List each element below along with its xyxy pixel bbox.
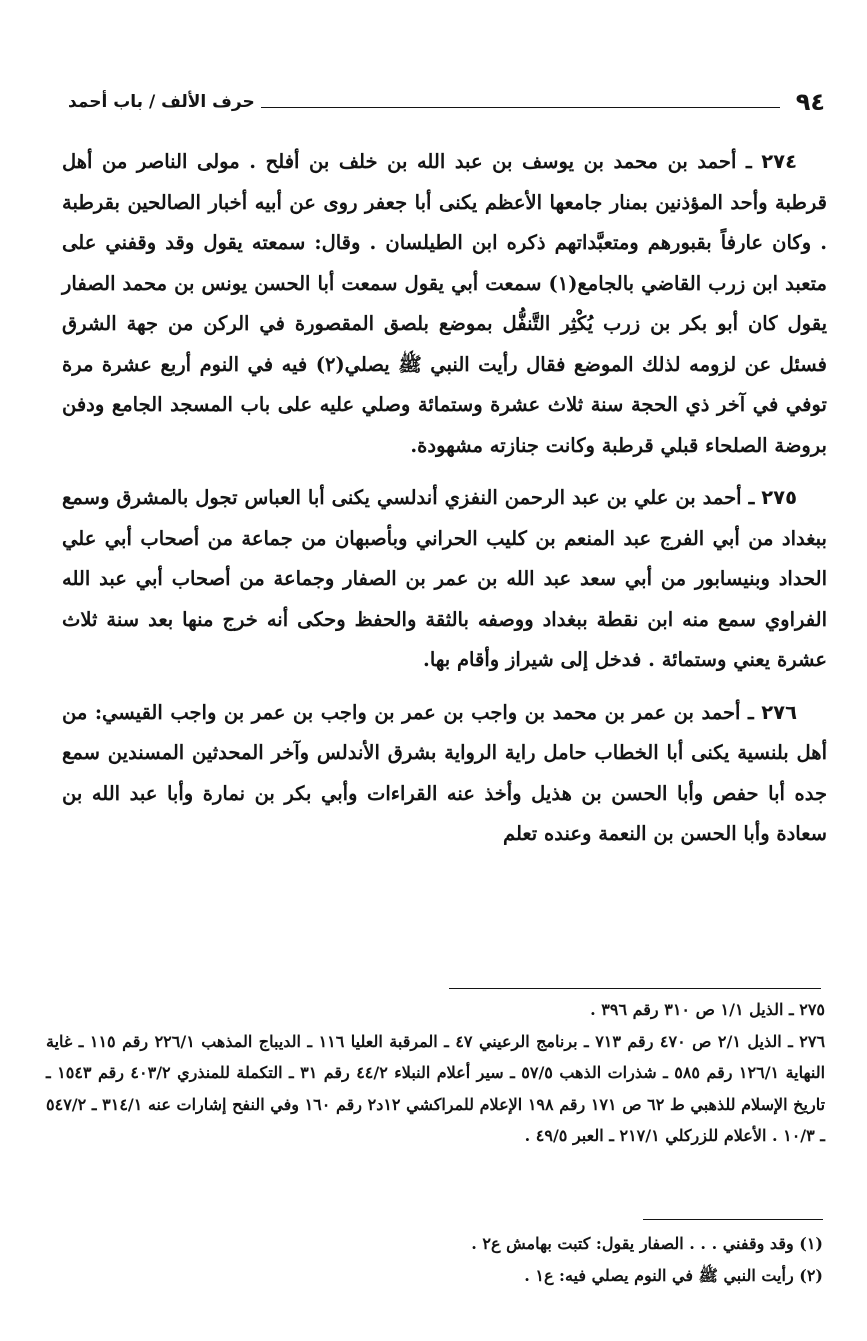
sources-section: [46, 994, 825, 1152]
footnotes-section: [46, 1228, 823, 1292]
sources-divider: [449, 988, 821, 989]
running-head: حرف الألف / باب أحمد: [68, 92, 255, 112]
entry-number: ٢٧٥: [761, 486, 797, 509]
entry-text: ـ أحمد بن عمر بن محمد بن واجب بن عمر بن واجب بن عمر بن واجب القيسي: من أهل بلنسية يكنى أبا الخطاب حامل راية الرواية بشرق الأندلس وآخر المحدثين المسندين سمع جده أبا حفص وأبا الحسن بن هذيل وأخذ عنه القراءات وأبي بكر بن نمارة وأبا عبد الله بن سعادة وأبا الحسن بن النعمة وعنده تعلم: [62, 700, 828, 845]
entry-text: ـ أحمد بن محمد بن يوسف بن عبد الله بن خلف بن أفلح . مولى الناصر من أهل قرطبة وأحد المؤذنين بمنار جامعها الأعظم يكنى أبا جعفر روى عن أبيه أخبار الصالحين بقرطبة . وكان عارفاً بقبورهم ومتعبَّداتهم ذكره ابن الطيلسان . وقال: سمعته يقول وقد وقفني على متعبد ابن زرب القاضي بالجامع(١) سمعت أبي يقول سمعت أبا الحسن يونس بن محمد الصفار يقول كان أبو بكر بن زرب يُكْثِر التَّنفُّل بموضع بلصق المقصورة في الركن من جهة الشرق فسئل عن لزومه لذلك الموضع فقال رأيت النبي ﷺ يصلي(٢) فيه في النوم أربع عشرة مرة توفي في آخر ذي الحجة سنة ثلاث عشرة وستمائة وصلي عليه على باب المسجد الجامع ودفن بروضة الصلحاء قبلي قرطبة وكانت جنازته مشهودة.: [62, 150, 827, 457]
source-reference: ٢٧٦ ـ الذيل ٢/١ ص ٤٧٠ رقم ٧١٣ ـ برنامج الرعيني ٤٧ ـ المرقبة العليا ١١٦ ـ الديباج المذهب ٢٢٦/١ رقم ١١٥ ـ غاية النهاية ١٢٦/١ رقم ٥٨٥ ـ شذرات الذهب ٥٧/٥ ـ سير أعلام النبلاء ٤٤/٢ رقم ٣١ ـ التكملة للمنذري ٤٠٣/٢ رقم ١٥٤٣ ـ تاريخ الإسلام للذهبي ط ٦٢ ص ١٧١ رقم ١٩٨ الإعلام للمراكشي ١٢د٢ رقم ١٦٠ وفي النفح إشارات عنه ٣١٤/١ ـ ٥٤٧/٢ ـ ١٠/٣ . الأعلام للزركلي ٢١٧/١ ـ العبر ٤٩/٥ .: [46, 1031, 826, 1145]
footnote: (٢) رأيت النبي ﷺ في النوم يصلي فيه: ع١ .: [524, 1266, 823, 1285]
entry-number: ٢٧٤: [761, 150, 797, 173]
header-rule: [261, 107, 780, 108]
entry-number: ٢٧٦: [761, 700, 797, 724]
footnotes-divider: [643, 1219, 823, 1220]
biography-entry: [62, 478, 827, 681]
biography-entry: [62, 142, 827, 466]
main-text: [62, 142, 827, 867]
page-header: [68, 82, 825, 122]
footnote: (١) وقد وقفني . . . الصفار يقول: كتبت بهامش ع٢ .: [471, 1234, 823, 1253]
source-reference: ٢٧٥ ـ الذيل ١/١ ص ٣١٠ رقم ٣٩٦ .: [590, 1000, 825, 1019]
page-number: ٩٤: [795, 88, 825, 116]
biography-entry: [62, 693, 827, 855]
entry-text: ـ أحمد بن علي بن عبد الرحمن النفزي أندلسي يكنى أبا العباس تجول بالمشرق وسمع ببغداد من أبي الفرج عبد المنعم بن كليب الحراني وبأصبهان من جماعة من أصحاب أبي علي الحداد وبنيسابور من أبي سعد عبد الله بن عمر بن الصفار وجماعة من أصحاب أبي عبد الله الفراوي سمع منه ابن نقطة ببغداد ووصفه بالثقة والحفظ وحكى أنه خرج منها بعد سنة ثلاث عشرة يعني وستمائة . فدخل إلى شيراز وأقام بها.: [62, 486, 827, 671]
